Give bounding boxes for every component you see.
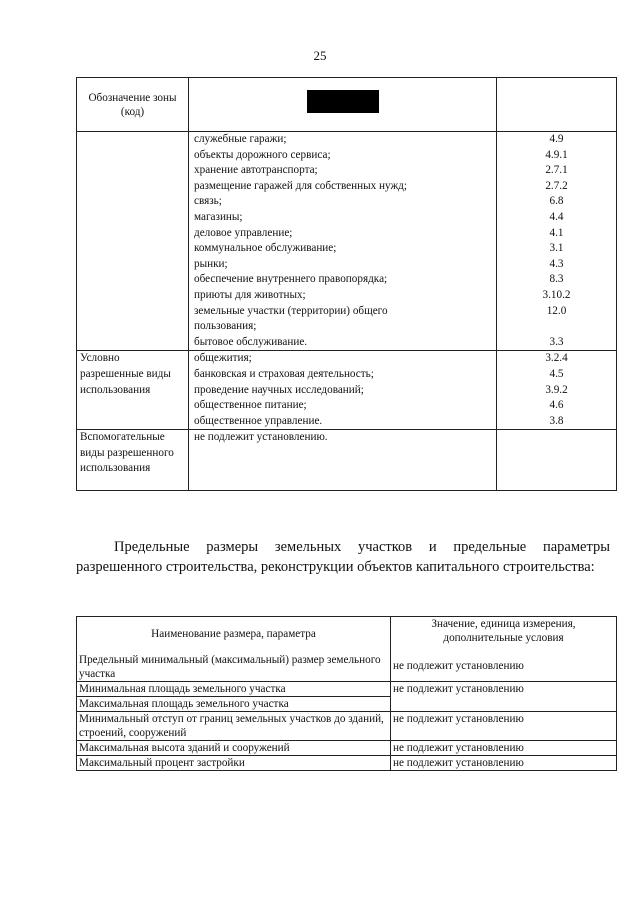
parameter-name-header: Наименование размера, параметра [151,628,316,640]
use-code: 3.9.2 [545,383,568,396]
parameter-name: Максимальная площадь земельного участка [77,697,391,712]
use-types-list [189,132,497,351]
zone-code-header: Обозначение зоны (код) [77,78,189,132]
use-code: 12.0 [546,304,567,317]
parameter-name: Предельный минимальный (максимальный) размер земельного участка [79,654,381,680]
parameter-value: не подлежит установлению [391,712,617,741]
use-item: пользования; [194,320,257,333]
use-item: приюты для животных; [194,288,306,301]
use-item: земельные участки (территории) общего [194,304,388,317]
use-item: служебные гаражи; [194,133,287,145]
parameter-value: не подлежит установлению [393,660,524,672]
use-item: бытовое обслуживание. [194,335,308,348]
parameter-name: Минимальная площадь земельного участка [77,682,391,697]
use-code: 4.5 [549,367,564,380]
empty-code-cell [497,430,617,491]
empty-header-cell [497,78,617,132]
value-cell [391,617,617,682]
use-item: магазины; [194,210,243,223]
use-item: проведение научных исследований; [194,383,364,396]
use-code: 4.6 [549,399,564,412]
use-item: общежития; [194,352,252,365]
parameter-cell [77,617,391,682]
auxiliary-use-label: Вспомогательные виды разрешенного использования [77,430,189,491]
table-row [77,741,617,756]
parameter-name: Максимальная высота зданий и сооружений [77,741,391,756]
use-code: 3.8 [549,414,564,427]
paragraph-text: Предельные размеры земельных участков и предельные параметры разрешенного строительства, реконструкции объектов капитального строительства: [76,539,610,575]
zone-use-table [76,77,617,491]
limits-paragraph [76,538,610,577]
table-row [77,132,617,351]
table-header-row [77,617,617,682]
use-item: размещение гаражей для собственных нужд; [194,179,407,192]
use-item: коммунальное обслуживание; [194,242,337,255]
table-header-row [77,78,617,132]
use-code: 4.4 [549,210,564,223]
use-code: 3.2.4 [545,352,568,365]
conditional-use-label: Условно разрешенные виды использования [77,351,189,430]
parameter-name: Минимальный отступ от границ земельных участков до зданий, строений, сооружений [77,712,391,741]
use-code: 2.7.1 [545,164,568,177]
use-code: 3.1 [549,242,564,255]
use-code: 6.8 [549,195,564,208]
table-row [77,430,617,491]
use-item: деловое управление; [194,226,293,239]
use-code: 4.3 [549,257,564,270]
parameter-name: Максимальный процент застройки [77,756,391,771]
use-codes-list [497,132,617,351]
table-row [77,351,617,430]
use-item: объекты дорожного сервиса; [194,148,331,161]
use-code: 4.9.1 [545,148,568,161]
use-item: общественное питание; [194,399,307,412]
value-header: Значение, единица измерения, дополнительные условия [431,618,576,644]
use-item: банковская и страховая деятельность; [194,367,374,380]
conditional-use-list [189,351,497,430]
parameter-value: не подлежит установлению [391,682,617,712]
redaction-box [307,90,379,113]
use-item: связь; [194,195,222,208]
table-row [77,682,617,697]
use-code: 2.7.2 [545,179,568,192]
use-item: хранение автотранспорта; [194,164,318,177]
page-number: 25 [313,48,327,63]
use-item: рынки; [194,257,228,270]
parameters-table [76,616,617,771]
parameter-value: не подлежит установлению [391,756,617,771]
empty-label-cell [77,132,189,351]
use-item: обеспечение внутреннего правопорядка; [194,273,388,286]
table-row [77,712,617,741]
auxiliary-use-value: не подлежит установлению. [189,430,497,491]
redacted-header-cell [189,78,497,132]
use-code: 3.3 [549,335,564,348]
use-code [500,319,613,335]
conditional-codes-list [497,351,617,430]
use-code: 3.10.2 [542,288,571,301]
use-code: 8.3 [549,273,564,286]
table-row [77,756,617,771]
use-code: 4.1 [549,226,564,239]
use-item: общественное управление. [194,414,323,427]
use-code: 4.9 [549,133,564,145]
parameter-value: не подлежит установлению [391,741,617,756]
